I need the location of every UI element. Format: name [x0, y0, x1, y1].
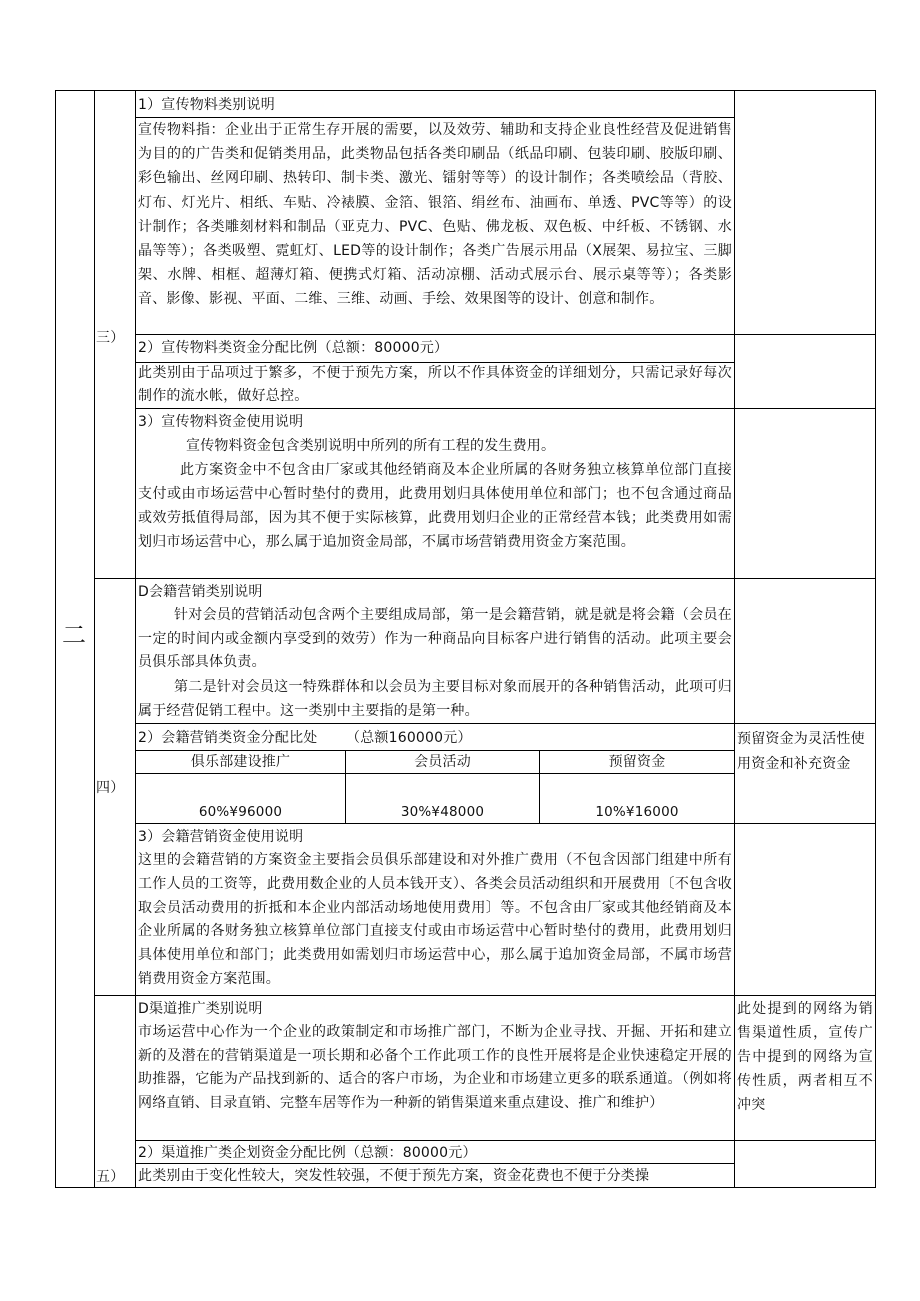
section-3-paragraph-1: 宣传物料指：企业出于正常生存开展的需要，以及效劳、辅助和支持企业良性经营及促进销售为目的的广告类和促销类用品，此类物品包括各类印刷品（纸品印刷、包装印刷、胶版印刷、彩色输出、丝网印刷、热转印、制卡类、激光、镭射等等）的设计制作；各类喷绘品（背胶、灯布、灯光片、相纸、车贴、冷裱膜、金箔、银箔、绢丝布、油画布、单透、PVC等等）的设计制作；各类雕刻材料和制品（亚克力、PVC、色贴、佛龙板、双色板、中纤板、不锈钢、水晶等等）；各类吸塑、霓虹灯、LED等的设计制作；各类广告展示用品（X展架、易拉宝、三脚架、水牌、相框、超薄灯箱、便携式灯箱、活动凉棚、活动式展示台、展示桌等等）；各类影音、影像、影视、平面、二维、三维、动画、手绘、效果图等的设计、创意和制作。 — [138, 122, 732, 308]
section-4-paragraph-1a: 针对会员的营销活动包含两个主要组成局部，第一是会籍营销，就是就是将会籍（会员在一定的时间内或金额内享受到的效劳）作为一种商品向目标客户进行销售的活动。此项主要会员俱乐部具体负责。 — [138, 607, 732, 670]
grid-line — [135, 723, 876, 724]
section-5-heading-2: 2）渠道推广类企划资金分配比例（总额：80000元） — [138, 1145, 477, 1161]
section-4-heading-3: 3）会籍营销资金使用说明 — [138, 829, 304, 845]
section-5-remark: 此处提到的网络为销售渠道性质，宣传广告中提到的网络为宣传性质，两者相互不冲突 — [737, 1001, 873, 1113]
outer-section-label: 二 — [62, 621, 87, 649]
section-4-heading-2-total: （总额160000元） — [346, 730, 472, 746]
section-4-paragraph-1b: 第二是针对会员这一特殊群体和以会员为主要目标对象而展开的各种销售活动，此项可归属于经营促销工程中。这一类别中主要指的是第一种。 — [138, 679, 732, 719]
grid-line — [875, 90, 876, 1188]
grid-line — [94, 90, 95, 1188]
section-4-remark: 预留资金为灵活性使用资金和补充资金 — [737, 731, 865, 772]
table-header-club: 俱乐部建设推广 — [190, 754, 291, 770]
grid-line — [135, 334, 876, 335]
section-5-heading-1: D渠道推广类别说明 — [138, 1001, 263, 1017]
section-3-paragraph-2: 此类别由于品项过于繁多，不便于预先方案，所以不作具体资金的详细划分，只需记录好每次制作的流水帐，做好总控。 — [138, 365, 732, 404]
section-5-paragraph-1: 市场运营中心作为一个企业的政策制定和市场推广部门，不断为企业寻找、开掘、开拓和建立新的及潜在的营销渠道是一项长期和必备个工作此项工作的良性开展将是企业快速稳定开展的助推器，它能为产品找到新的、适合的客户市场，为企业和市场建立更多的联系通道。（例如将网络直销、目录直销、完整车居等作为一种新的销售渠道来重点建设、推广和维护） — [138, 1024, 732, 1111]
grid-line — [135, 90, 136, 1188]
grid-line — [55, 90, 56, 1188]
section-3-heading-1: 1）宣传物料类别说明 — [138, 97, 275, 113]
grid-line — [734, 90, 735, 1188]
section-3-paragraph-3b: 此方案资金中不包含由厂家或其他经销商及本企业所属的各财务独立核算单位部门直接支付或由市场运营中心暂时垫付的费用，此费用划归具体使用单位和部门；也不包含通过商品或效劳抵值得局部，因为其不便于实际核算，此费用划归企业的正常经营本钱；此类费用如需划归市场运营中心，那么属于追加资金局部，不属市场营销费用资金方案范围。 — [138, 462, 732, 550]
table-value-reserve: 10%¥16000 — [595, 804, 679, 820]
section-4-paragraph-3: 这里的会籍营销的方案资金主要指会员俱乐部建设和对外推广费用（不包含因部门组建中所有工作人员的工资等，此费用数企业的人员本钱开支）、各类会员活动组织和开展费用〔不包含收取会员活动费用的折抵和本企业内部活动场地使用费用〕等。不包含由厂家或其他经销商及本企业所属的各财务独立核算单位部门直接支付或由市场运营中心暂时垫付的费用，此费用划归具体使用单位和部门；此类费用如需划归市场运营中心，那么属于追加资金局部，不属市场营销费用资金方案范围。 — [138, 852, 732, 987]
grid-line — [94, 995, 876, 996]
section-5-label: 五） — [96, 1169, 125, 1185]
section-3-label: 三） — [96, 330, 125, 346]
section-3-heading-2: 2）宣传物料类资金分配比例（总额：80000元） — [138, 340, 449, 356]
table-header-activity: 会员活动 — [414, 754, 471, 770]
section-3-paragraph-3a: 宣传物料资金包含类别说明中所列的所有工程的发生费用。 — [186, 438, 556, 454]
grid-line — [94, 578, 876, 579]
table-header-reserve: 预留资金 — [608, 754, 666, 770]
section-4-label: 四） — [96, 780, 125, 796]
section-4-heading-1: D会籍营销类别说明 — [138, 584, 263, 600]
section-5-paragraph-2: 此类别由于变化性较大，突发性较强，不便于预先方案，资金花费也不便于分类操 — [138, 1168, 650, 1184]
table-value-activity: 30%¥48000 — [400, 804, 485, 820]
section-3-heading-3: 3）宣传物料资金使用说明 — [138, 414, 304, 430]
grid-line — [55, 90, 876, 91]
section-4-heading-2: 2）会籍营销类资金分配比处 — [138, 730, 318, 746]
grid-line — [135, 408, 876, 409]
table-value-club: 60%¥96000 — [198, 804, 283, 820]
